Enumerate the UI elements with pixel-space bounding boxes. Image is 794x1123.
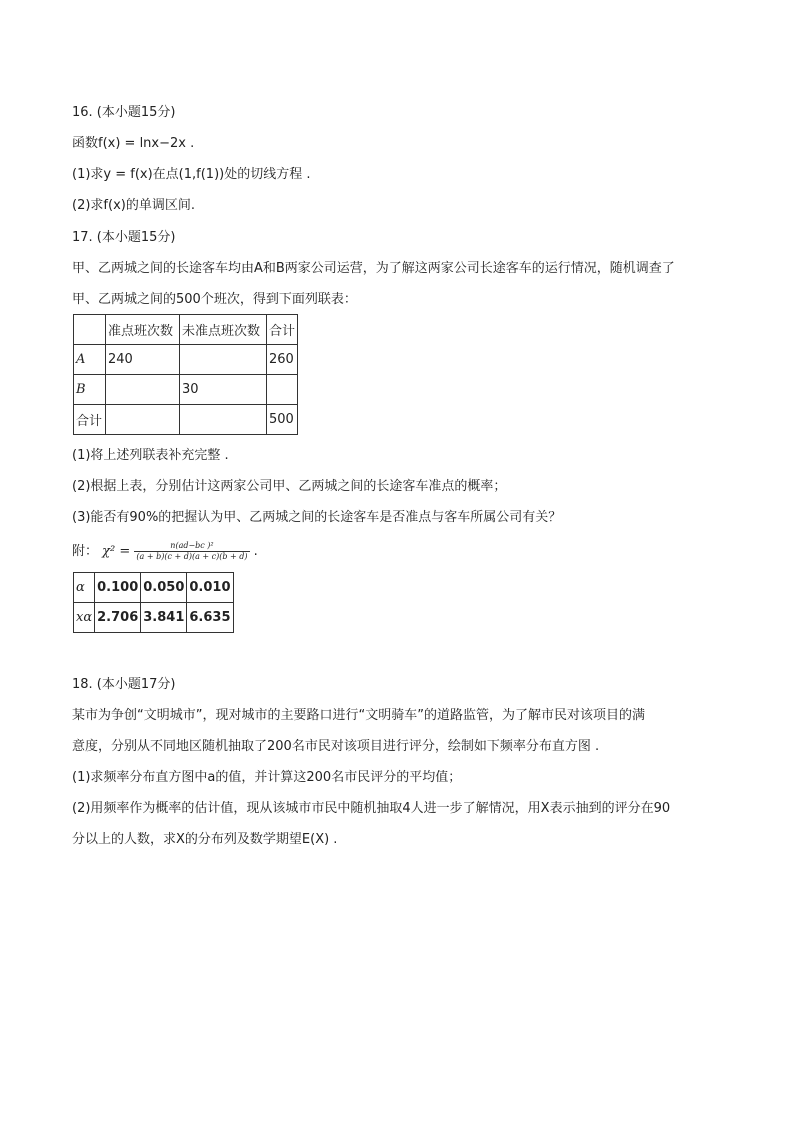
formula-prefix: 附： — [72, 544, 99, 559]
table-row-label: xα — [74, 603, 95, 633]
q18-part2-line1: (2)用频率作为概率的估计值，现从该城市市民中随机抽取4人进一步了解情况，用X表示抽到的评分在90 — [72, 801, 671, 816]
table-row — [74, 405, 298, 435]
table-cell — [106, 375, 180, 405]
q17-header: 17. (本小题15分) — [72, 230, 176, 245]
table-header-row — [74, 315, 298, 345]
table-cell: 3.841 — [141, 603, 187, 633]
q16-stem: 函数f(x) = lnx−2x . — [72, 136, 195, 151]
table-cell: 0.050 — [141, 573, 187, 603]
q18-part2-line2: 分以上的人数，求X的分布列及数学期望E(X) . — [72, 832, 338, 847]
q16-part1: (1)求y = f(x)在点(1,f(1))处的切线方程 . — [72, 167, 311, 182]
q18-part1: (1)求频率分布直方图中a的值，并计算这200名市民评分的平均值； — [72, 770, 462, 785]
table-cell: 6.635 — [187, 603, 233, 633]
table-cell — [106, 405, 180, 435]
q18-intro-line1: 某市为争创“文明城市”，现对城市的主要路口进行“文明骑车”的道路监管，为了解市民对该项目的满 — [72, 708, 645, 723]
table-row — [74, 345, 298, 375]
table-row-label: A — [74, 345, 106, 375]
formula-numerator: n(ad−bc )² — [134, 541, 249, 552]
table-header-cell: 合计 — [267, 315, 298, 345]
contingency-table — [73, 314, 298, 435]
q18-intro-line2: 意度，分别从不同地区随机抽取了200名市民对该项目进行评分，绘制如下频率分布直方图 . — [72, 739, 600, 754]
table-cell: 260 — [267, 345, 298, 375]
formula-fraction — [134, 541, 249, 562]
table-cell: 30 — [180, 375, 267, 405]
formula-denominator: (a + b)(c + d)(a + c)(b + d) — [136, 552, 248, 561]
table-header-cell: 未准点班次数 — [180, 315, 267, 345]
table-cell — [74, 315, 106, 345]
q17-part2: (2)根据上表，分别估计这两家公司甲、乙两城之间的长途客车准点的概率； — [72, 479, 507, 494]
table-cell: 240 — [106, 345, 180, 375]
table-cell: 2.706 — [95, 603, 141, 633]
q16-header: 16. (本小题15分) — [72, 105, 176, 120]
formula-lhs: χ² = — [102, 544, 131, 559]
table-cell — [180, 405, 267, 435]
q17-part1: (1)将上述列联表补充完整 . — [72, 448, 229, 463]
table-header-cell: 准点班次数 — [106, 315, 180, 345]
q17-intro-line1: 甲、乙两城之间的长途客车均由A和B两家公司运营，为了解这两家公司长途客车的运行情况，随机调查了 — [72, 261, 675, 276]
chi-square-formula — [72, 540, 258, 564]
table-row-label: B — [74, 375, 106, 405]
table-row-label: 合计 — [74, 405, 106, 435]
table-row-label: α — [74, 573, 95, 603]
table-row — [74, 375, 298, 405]
table-cell — [267, 375, 298, 405]
table-cell: 500 — [267, 405, 298, 435]
q16-part2: (2)求f(x)的单调区间. — [72, 198, 195, 213]
table-cell: 0.100 — [95, 573, 141, 603]
table-row — [74, 573, 234, 603]
q17-part3: (3)能否有90%的把握认为甲、乙两城之间的长途客车是否准点与客车所属公司有关？ — [72, 510, 562, 525]
formula-end: . — [253, 544, 258, 559]
table-row — [74, 603, 234, 633]
table-cell: 0.010 — [187, 573, 233, 603]
q17-intro-line2: 甲、乙两城之间的500个班次，得到下面列联表： — [72, 292, 357, 307]
table-cell — [180, 345, 267, 375]
critical-value-table — [73, 572, 234, 633]
q18-header: 18. (本小题17分) — [72, 677, 176, 692]
